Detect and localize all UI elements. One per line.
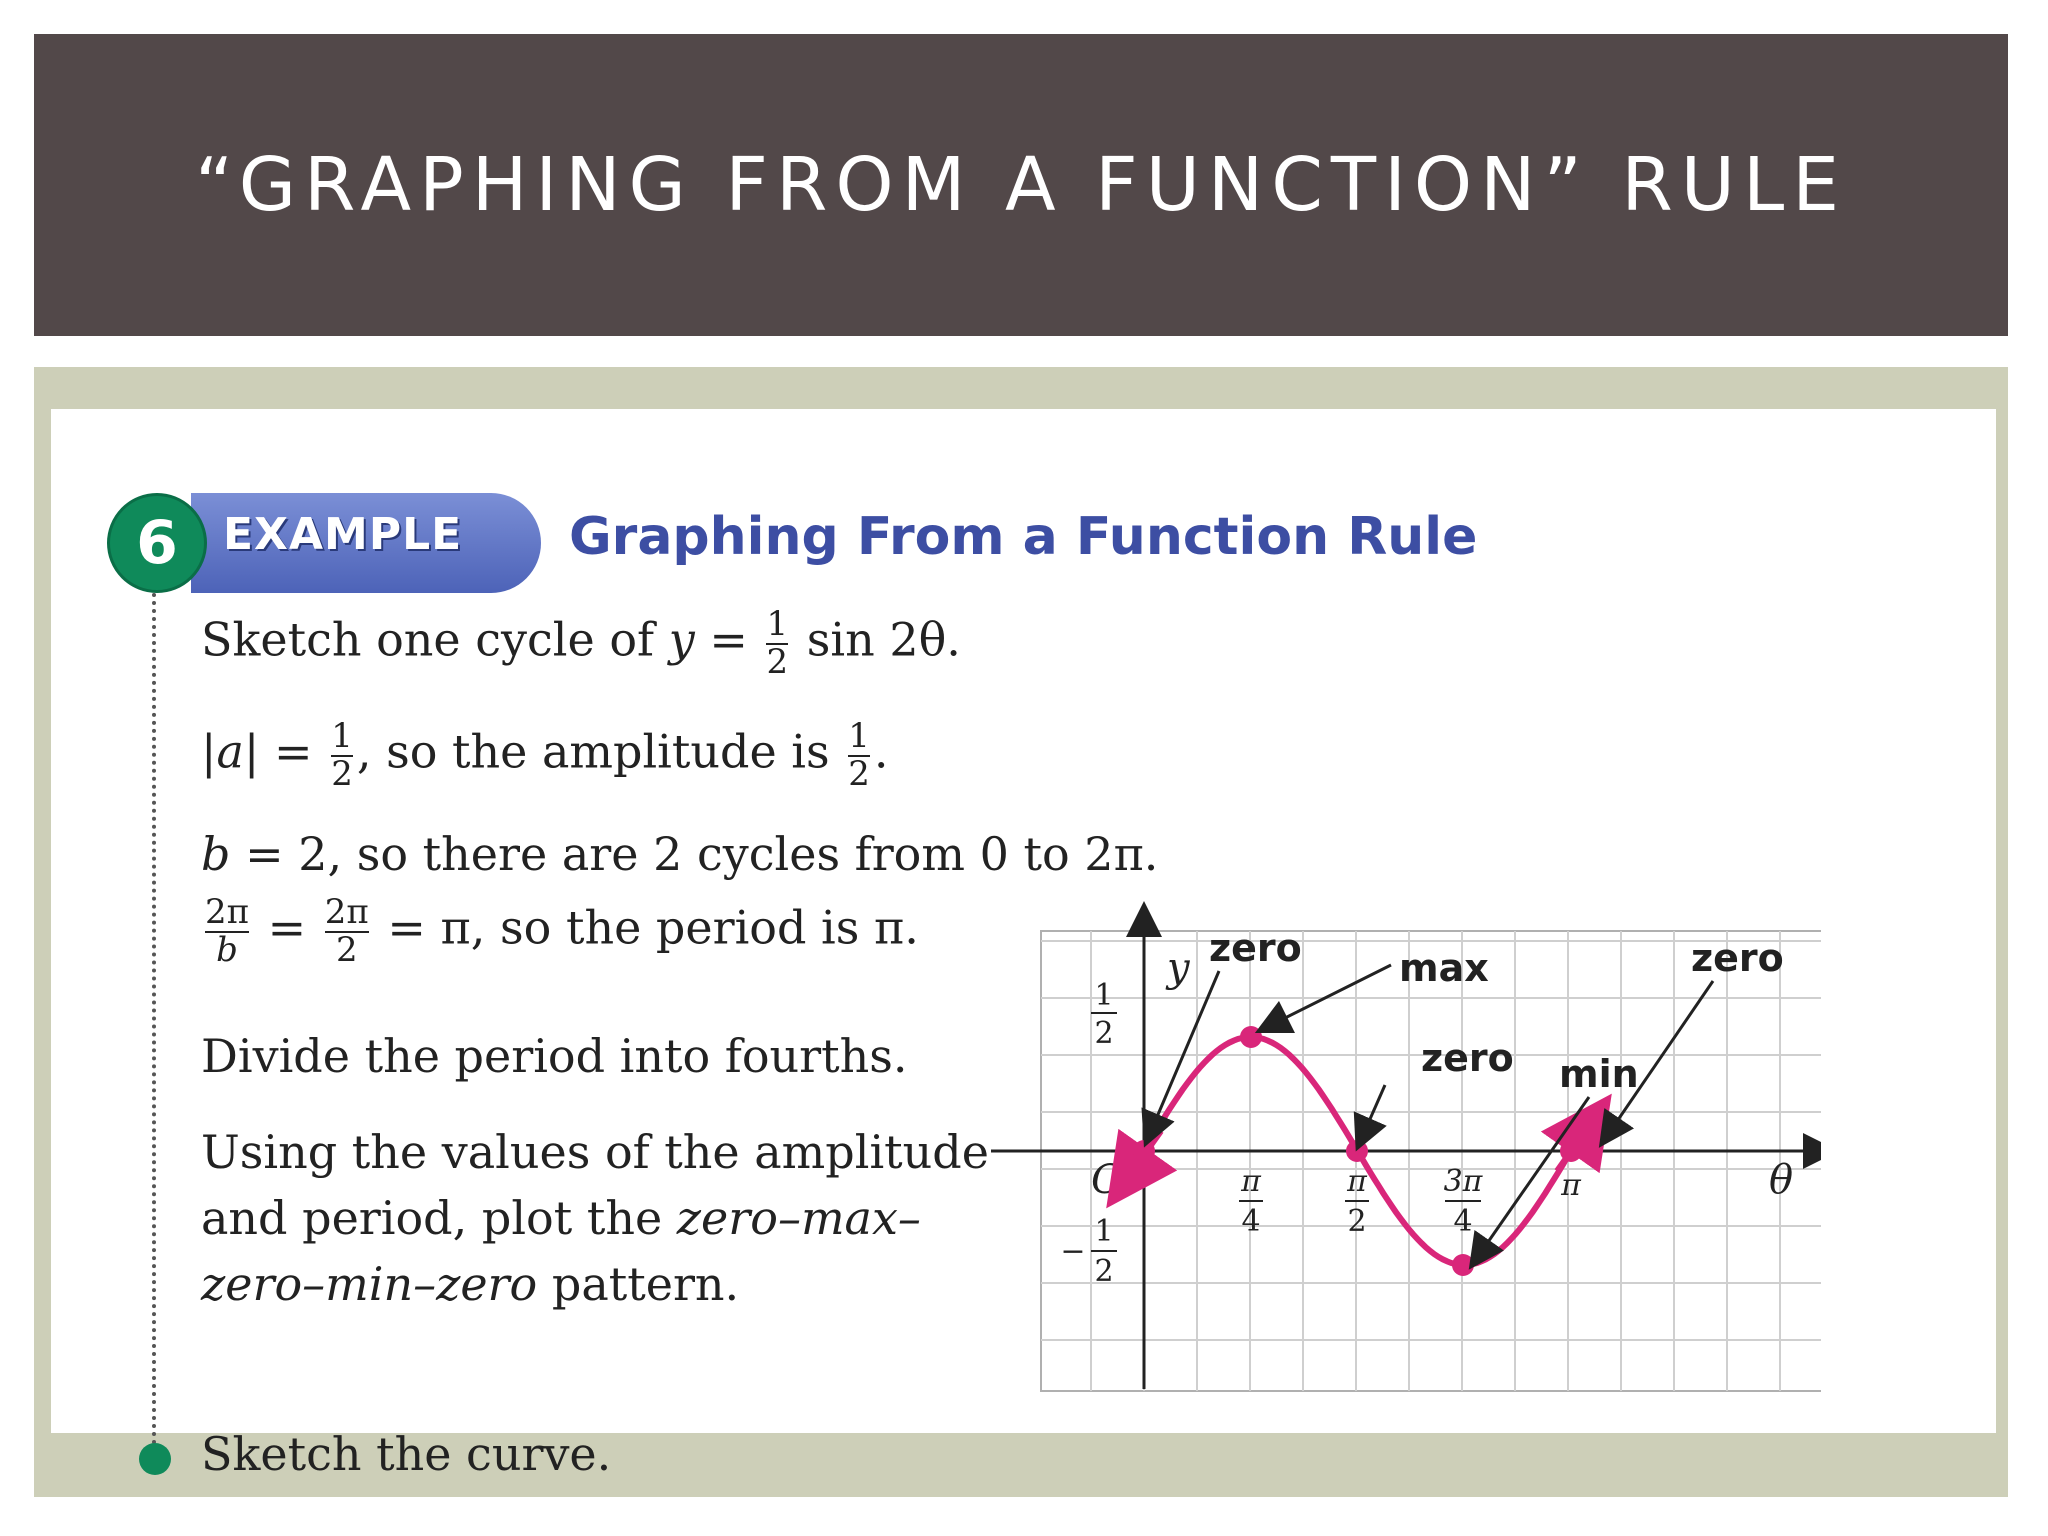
annotation-zero-2: zero bbox=[1421, 1036, 1514, 1080]
step-line-7: Sketch the curve. bbox=[201, 1427, 612, 1481]
title-bar bbox=[34, 34, 2008, 336]
x-tick-4: π bbox=[1561, 1168, 1581, 1203]
grid bbox=[1041, 931, 1821, 1391]
annotation-max: max bbox=[1399, 946, 1489, 990]
x-tick-1-num: π bbox=[1241, 1164, 1261, 1199]
y-tick-top-den: 2 bbox=[1094, 1016, 1114, 1051]
point-zero-1 bbox=[1133, 1140, 1155, 1162]
annotation-zero-1: zero bbox=[1209, 926, 1302, 970]
step-4-fraction-1 bbox=[205, 892, 249, 970]
step-6c-italic: zero–min–zero bbox=[201, 1257, 538, 1311]
annotation-min: min bbox=[1559, 1052, 1639, 1096]
annotation-zero-3: zero bbox=[1691, 936, 1784, 980]
x-axis-label: θ bbox=[1769, 1157, 1794, 1203]
step-dotted-rule bbox=[152, 593, 156, 1453]
step-1-eq: = bbox=[709, 612, 748, 667]
fraction-denominator: 2 bbox=[335, 929, 358, 970]
step-4-text: = π, so the period is π. bbox=[387, 900, 919, 955]
step-line-3 bbox=[201, 827, 1158, 881]
x-tick-3-num: 3π bbox=[1443, 1164, 1483, 1199]
step-1-fraction bbox=[766, 604, 789, 682]
fraction-denominator: 2 bbox=[766, 641, 789, 682]
point-max bbox=[1240, 1026, 1262, 1048]
y-tick-top-num: 1 bbox=[1094, 978, 1114, 1013]
step-2-abs-a: |a| bbox=[201, 724, 260, 779]
step-2-fraction-2 bbox=[848, 716, 870, 794]
step-4-fraction-2 bbox=[324, 892, 369, 970]
fraction-numerator: 1 bbox=[766, 604, 789, 644]
step-3-var: b bbox=[201, 827, 231, 881]
example-number: 6 bbox=[136, 508, 178, 578]
fraction-numerator: 2π bbox=[324, 892, 369, 932]
step-line-5: Divide the period into fourths. bbox=[201, 1029, 908, 1083]
y-tick-bottom-den: 2 bbox=[1094, 1254, 1114, 1289]
y-tick-bottom-sign: − bbox=[1060, 1234, 1086, 1269]
fraction-numerator: 1 bbox=[848, 716, 870, 756]
textbook-panel bbox=[51, 409, 1996, 1481]
step-4-eq: = bbox=[267, 900, 307, 955]
slide-title: “GRAPHING FROM A FUNCTION” RULE bbox=[195, 142, 1847, 228]
content-frame bbox=[34, 367, 2008, 1497]
step-1-var: y bbox=[668, 612, 695, 667]
example-heading: Graphing From a Function Rule bbox=[569, 507, 1478, 567]
step-line-6a: Using the values of the amplitude bbox=[201, 1125, 989, 1179]
y-tick-bottom-num: 1 bbox=[1094, 1214, 1114, 1249]
sine-graph bbox=[991, 899, 1821, 1399]
step-2-text: , so the amplitude is bbox=[356, 724, 830, 779]
point-zero-3 bbox=[1560, 1140, 1582, 1162]
step-6b-italic: zero–max– bbox=[676, 1191, 921, 1245]
step-2-eq: = bbox=[274, 724, 313, 779]
step-line-6c bbox=[201, 1257, 739, 1311]
x-tick-1-den: 4 bbox=[1241, 1204, 1261, 1239]
fraction-denominator: b bbox=[216, 929, 238, 970]
x-tick-2-num: π bbox=[1347, 1164, 1367, 1199]
step-1-suffix: sin 2θ. bbox=[806, 612, 961, 667]
step-line-1 bbox=[201, 604, 961, 682]
step-2-end: . bbox=[873, 724, 889, 779]
y-axis-label: y bbox=[1167, 945, 1190, 991]
step-line-4 bbox=[201, 892, 919, 970]
origin-label: O bbox=[1091, 1157, 1124, 1203]
point-zero-2 bbox=[1346, 1140, 1368, 1162]
fraction-numerator: 2π bbox=[205, 892, 249, 932]
step-end-dot bbox=[139, 1443, 171, 1475]
step-6c-text: pattern. bbox=[551, 1257, 740, 1311]
fraction-numerator: 1 bbox=[331, 716, 353, 756]
step-2-fraction bbox=[331, 716, 353, 794]
step-line-2 bbox=[201, 716, 889, 794]
x-tick-2-den: 2 bbox=[1347, 1204, 1367, 1239]
step-1-text: Sketch one cycle of bbox=[201, 612, 655, 667]
step-6b-text: and period, plot the bbox=[201, 1191, 663, 1245]
x-tick-3-den: 4 bbox=[1453, 1204, 1473, 1239]
sine-graph-svg bbox=[991, 899, 1821, 1399]
step-line-6b bbox=[201, 1191, 921, 1245]
example-badge: EXAMPLE bbox=[223, 509, 463, 560]
fraction-denominator: 2 bbox=[331, 753, 353, 794]
point-min bbox=[1452, 1254, 1474, 1276]
fraction-denominator: 2 bbox=[848, 753, 870, 794]
step-3-text: = 2, so there are 2 cycles from 0 to 2π. bbox=[245, 827, 1159, 881]
